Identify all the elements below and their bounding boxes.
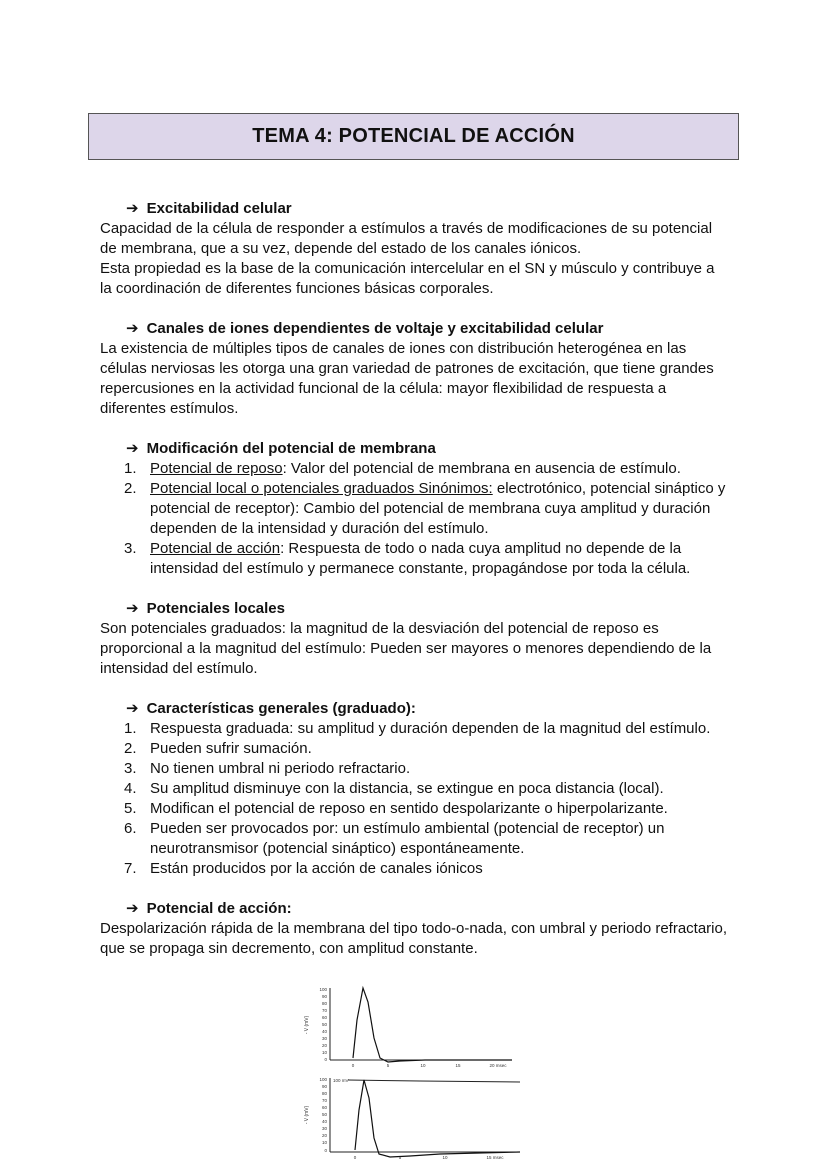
x-tick-label: 0: [351, 1063, 355, 1068]
y-tick-label: 80: [321, 1001, 327, 1006]
x-tick-label: 10: [442, 1155, 448, 1160]
x-tick-label: 5: [386, 1063, 390, 1068]
bottom-trace: [355, 1080, 520, 1157]
section-heading: ➔ Canales de iones dependientes de voltaje y excitabilidad celular: [126, 320, 604, 337]
arrow-icon: ➔: [126, 320, 139, 337]
y-tick-label: 70: [321, 1008, 327, 1013]
arrow-icon: ➔: [126, 600, 139, 617]
arrow-icon: ➔: [126, 900, 139, 917]
list-item: 1. Potencial de reposo: Valor del potencial de membrana en ausencia de estímulo.: [124, 460, 681, 477]
top-y-ticks: [319, 987, 327, 1062]
numbered-list: [100, 719, 730, 879]
x-tick-label: 15 msec: [486, 1155, 504, 1160]
section-heading: ➔ Potencial de acción:: [126, 900, 292, 917]
bottom-y-ticks: [319, 1077, 327, 1153]
paragraph: Capacidad de la célula de responder a estímulos a través de modificaciones de su potencial de membrana, que a su vez, depende del estado de los canales iónicos.: [100, 220, 713, 257]
y-tick-label: 30: [321, 1126, 327, 1131]
list-item: 3. Potencial de acción: Respuesta de todo o nada cuya amplitud no depende de la intensidad del estímulo y permanece constante, propagándose por toda la célula.: [124, 540, 691, 577]
bottom-100mv-line: [348, 1080, 520, 1082]
y-tick-label: 0: [324, 1148, 327, 1153]
y-tick-label: 0: [324, 1057, 327, 1062]
list-item: 4. Su amplitud disminuye con la distancia, se extingue en poca distancia (local).: [124, 780, 664, 797]
top-x-ticks: [352, 1063, 508, 1068]
y-tick-label: 40: [321, 1119, 327, 1124]
section-heading: ➔ Potenciales locales: [126, 600, 285, 617]
x-tick-label: 20 msec: [489, 1063, 507, 1068]
y-tick-label: 100: [319, 987, 327, 992]
x-tick-label: 0: [353, 1155, 357, 1160]
list-item: 5. Modifican el potencial de reposo en sentido despolarizante o hiperpolarizante.: [124, 800, 668, 817]
y-tick-label: 50: [321, 1022, 327, 1027]
y-tick-label: 20: [321, 1133, 327, 1138]
bottom-marker-label: 100 mV: [333, 1078, 349, 1083]
y-tick-label: 10: [321, 1140, 327, 1145]
top-graph: [304, 987, 512, 1068]
list-item: 2. Pueden sufrir sumación.: [124, 740, 312, 757]
page-title: TEMA 4: POTENCIAL DE ACCIÓN: [252, 125, 575, 147]
paragraph: Despolarización rápida de la membrana del tipo todo-o-nada, con umbral y periodo refractario, que se propaga sin decremento, con amplitud constante.: [100, 920, 728, 957]
list-item: 7. Están producidos por la acción de canales iónicos: [124, 860, 483, 877]
bottom-x-ticks: [354, 1155, 505, 1160]
list-item: 1. Respuesta graduada: su amplitud y duración dependen de la magnitud del estímulo.: [124, 720, 711, 737]
y-tick-label: 30: [321, 1036, 327, 1041]
list-item: 3. No tienen umbral ni periodo refractario.: [124, 760, 411, 777]
section-modificacion: [100, 439, 730, 579]
y-tick-label: 90: [321, 1084, 327, 1089]
x-tick-label: 10: [420, 1063, 426, 1068]
action-potential-figure: [300, 980, 530, 1160]
list-item: 2. Potencial local o potenciales graduados Sinónimos: electrotónico, potencial sináptico y potencial de receptor): Cambio del potencial de membrana cuya amplitud y duración dependen de la intensidad y duración del estímulo.: [124, 480, 726, 537]
section-heading: ➔ Excitabilidad celular: [126, 200, 292, 217]
x-tick-label: 5: [398, 1155, 402, 1160]
y-tick-label: 60: [321, 1105, 327, 1110]
top-y-axis-label: - V (mV): [304, 1015, 310, 1035]
section-accion: [100, 899, 730, 959]
arrow-icon: ➔: [126, 700, 139, 717]
y-tick-label: 90: [321, 994, 327, 999]
section-heading: ➔ Modificación del potencial de membrana: [126, 440, 436, 457]
numbered-list: [100, 459, 730, 579]
section-heading: ➔ Características generales (graduado):: [126, 700, 416, 717]
y-tick-label: 60: [321, 1015, 327, 1020]
top-trace: [353, 988, 512, 1062]
arrow-icon: ➔: [126, 440, 139, 457]
y-tick-label: 50: [321, 1112, 327, 1117]
paragraph: Esta propiedad es la base de la comunicación intercelular en el SN y músculo y contribuye a la coordinación de diferentes funciones básicas corporales.: [100, 260, 715, 297]
arrow-icon: ➔: [126, 200, 139, 217]
paragraph: La existencia de múltiples tipos de canales de iones con distribución heterogénea en las células nerviosas les otorga una gran variedad de patrones de excitación, que tiene grandes repercusiones en la actividad funcional de la célula: mayor flexibilidad de respuesta a diferentes estímulos.: [100, 340, 714, 417]
y-tick-label: 10: [321, 1050, 327, 1055]
list-item: 6. Pueden ser provocados por: un estímulo ambiental (potencial de receptor) un neurotransmisor (potencial sináptico) espontáneamente.: [124, 820, 665, 857]
section-caracteristicas: [100, 699, 730, 879]
document-body: [100, 199, 730, 979]
paragraph: Son potenciales graduados: la magnitud de la desviación del potencial de reposo es proporcional a la magnitud del estímulo: Pueden ser mayores o menores dependiendo de la intensidad del estímulo.: [100, 620, 712, 677]
x-tick-label: 15: [455, 1063, 461, 1068]
y-tick-label: 70: [321, 1098, 327, 1103]
y-tick-label: 80: [321, 1091, 327, 1096]
y-tick-label: 40: [321, 1029, 327, 1034]
section-excitabilidad: [100, 199, 730, 299]
section-locales: [100, 599, 730, 679]
title-box: [88, 113, 739, 160]
section-canales: [100, 319, 730, 419]
y-tick-label: 100: [319, 1077, 327, 1082]
y-tick-label: 20: [321, 1043, 327, 1048]
bottom-y-axis-label: - V (mV): [304, 1105, 310, 1125]
bottom-graph: [304, 1077, 520, 1160]
